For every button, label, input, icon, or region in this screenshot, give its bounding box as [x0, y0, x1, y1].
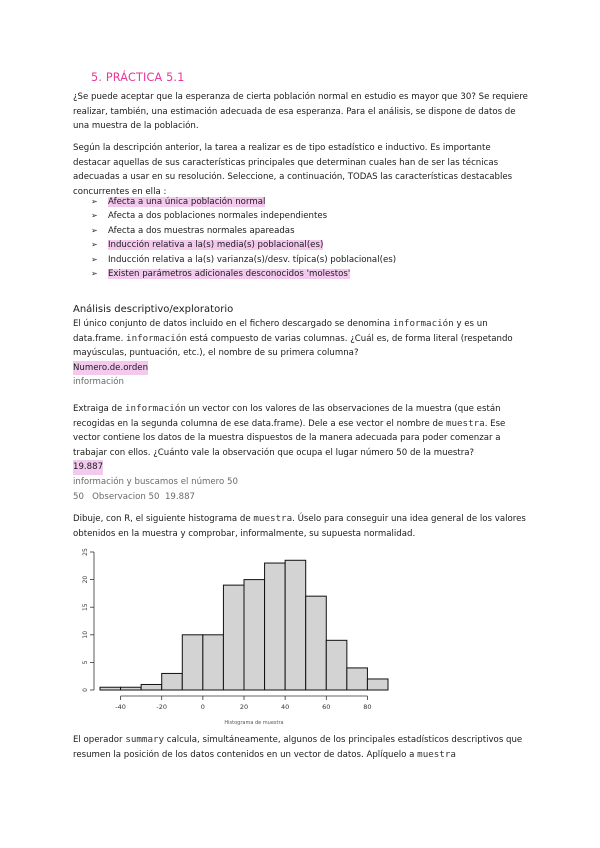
histogram-bar	[326, 640, 347, 690]
code-informacion: información	[125, 403, 186, 414]
histogram-bar	[162, 673, 183, 690]
histogram-bar	[203, 635, 224, 690]
x-tick-label: 80	[363, 703, 372, 711]
histogram-bar	[182, 635, 203, 690]
question-histogram	[73, 512, 528, 541]
arrow-bullet-icon: ➢	[91, 269, 98, 279]
option-label: Inducción relativa a la(s) media(s) poblacional(es)	[108, 240, 324, 251]
option-item[interactable]	[91, 238, 396, 252]
code-informacion: información	[392, 318, 454, 329]
x-tick-label: 20	[239, 703, 249, 711]
x-axis-label: Histograma de muestra	[224, 720, 284, 726]
histogram-bar	[121, 687, 142, 690]
option-label: Inducción relativa a la(s) varianza(s)/desv. típica(s) poblacional(es)	[108, 254, 397, 265]
histogram-bar	[244, 580, 265, 690]
question-summary	[73, 733, 528, 762]
q2-text-a: Extraiga de	[73, 404, 125, 414]
code-muestra: muestra	[253, 513, 293, 524]
q2-text-c: . Ese vector contiene los datos de la muestra dispuestos de la manera adecuada para poder comenzar a trabajar con ellos. ¿Cuánto vale la observación que ocupa el lugar número 50 de la muestra?	[73, 418, 506, 458]
y-tick-label: 10	[82, 630, 89, 639]
q4-text-a: El operador	[73, 735, 126, 745]
q1-text-a: El único conjunto de datos incluido en el fichero descargado se denomina	[73, 319, 393, 329]
x-tick-label: 60	[322, 703, 331, 711]
arrow-bullet-icon: ➢	[91, 225, 98, 235]
section-heading: 5. PRÁCTICA 5.1	[91, 71, 185, 84]
y-tick-label: 20	[82, 575, 89, 584]
y-tick-label: 5	[82, 660, 89, 665]
q2-text-b: un vector con los valores de las observaciones de la muestra (que están recogidas en la segunda columna de ese data.frame). Dele a ese vector el nombre de	[73, 404, 501, 429]
code-muestra: muestra	[445, 417, 485, 429]
code-muestra: muestra	[417, 748, 456, 760]
code-informacion: información	[126, 332, 187, 344]
option-item[interactable]	[91, 209, 396, 223]
arrow-bullet-icon: ➢	[91, 240, 98, 250]
option-label: Existen parámetros adicionales desconocidos 'molestos'	[108, 269, 351, 280]
y-tick-label: 25	[82, 548, 89, 556]
x-tick-label: 40	[281, 703, 290, 711]
q2-note-2: 50 Observacion 50 19.887	[73, 491, 196, 502]
q2-answer: 19.887	[73, 460, 103, 475]
x-tick-label: -20	[156, 703, 168, 711]
option-item[interactable]	[91, 267, 396, 281]
code-summary: summary	[125, 734, 165, 745]
q2-note-1: información y buscamos el número 50	[73, 476, 238, 487]
question-first-column	[73, 317, 528, 390]
description-paragraph: Según la descripción anterior, la tarea a realizar es de tipo estadístico e inductivo. Es importante destacar aquellas de sus características principales que determinan cuales han de ser las técnicas adecuadas a usar en su resolución. Seleccione, a continuación, TODAS las características destacables concurrentes en ella :	[73, 143, 513, 197]
option-label: Afecta a dos muestras normales apareadas	[108, 225, 295, 236]
histogram-chart	[70, 548, 390, 728]
arrow-bullet-icon: ➢	[91, 254, 98, 264]
q4-text-b: calcula, simultáneamente, algunos de los principales estadísticos descriptivos que resumen la posición de los datos contenidos en un vector de datos. Aplíquelo a	[73, 735, 523, 760]
histogram-bar	[347, 668, 368, 690]
histogram-bar	[141, 684, 162, 690]
q1-note: información	[73, 377, 124, 388]
question-observation-50	[73, 402, 528, 504]
q3-text-a: Dibuje, con R, el siguiente histograma de	[73, 514, 254, 524]
histogram-bar	[306, 596, 327, 690]
option-item[interactable]	[91, 253, 396, 267]
histogram-bar	[223, 585, 244, 690]
histogram-bar	[367, 679, 388, 690]
y-tick-label: 0	[82, 688, 89, 692]
intro-paragraph: ¿Se puede aceptar que la esperanza de cierta población normal en estudio es mayor que 30? Se requiere realizar, también, una estimación adecuada de esa esperanza. Para el análisis, se dispone de datos de una muestra de la población.	[73, 92, 528, 132]
options-list	[91, 195, 396, 281]
y-tick-label: 15	[82, 603, 89, 612]
q1-text-b: y es un data.frame.	[73, 319, 488, 344]
x-tick-label: 0	[200, 703, 205, 711]
q3-text-b: . Úselo para conseguir una idea general de los valores obtenidos en la muestra y comprobar, informalmente, su supuesta normalidad.	[73, 514, 526, 539]
q1-answer: Numero.de.orden	[73, 361, 148, 376]
x-tick-label: -40	[115, 703, 126, 711]
histogram-bar	[100, 687, 121, 690]
option-item[interactable]	[91, 224, 396, 238]
option-label: Afecta a dos poblaciones normales independientes	[108, 211, 328, 222]
histogram-bar	[265, 563, 286, 690]
option-label: Afecta a una única población normal	[108, 197, 266, 207]
arrow-bullet-icon: ➢	[91, 211, 98, 221]
q1-text-c: está compuesto de varias columnas. ¿Cuál es, de forma literal (respetando mayúsculas, puntuación, etc.), el nombre de su primera columna?	[73, 333, 513, 359]
histogram-bar	[285, 560, 306, 690]
arrow-bullet-icon: ➢	[91, 197, 98, 206]
option-item[interactable]	[91, 195, 396, 209]
analysis-subheading: Análisis descriptivo/exploratorio	[73, 304, 234, 315]
